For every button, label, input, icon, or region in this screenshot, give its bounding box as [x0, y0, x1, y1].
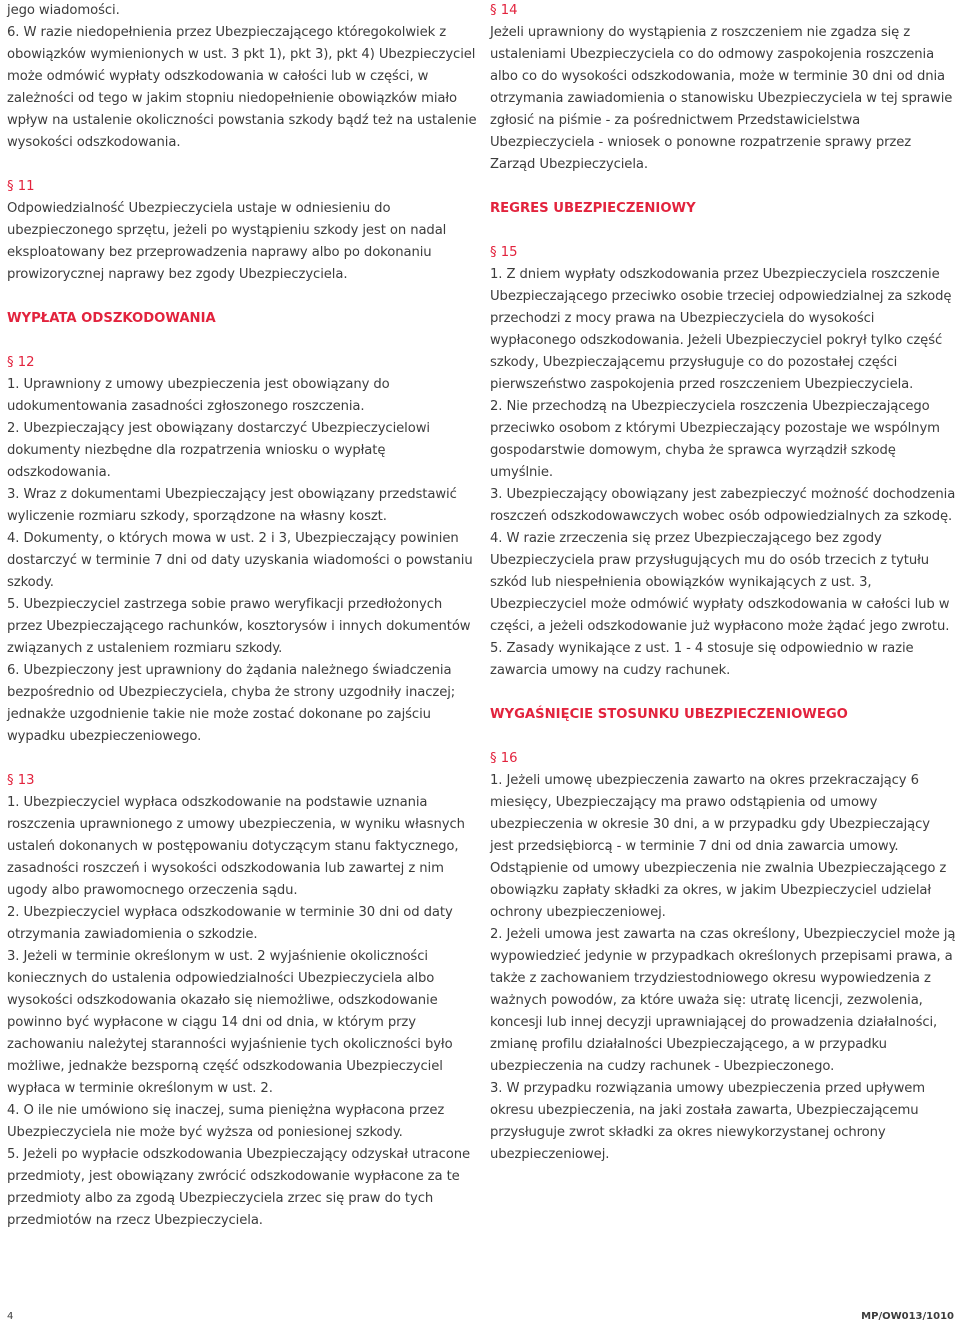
section-12-point-3: 3. Wraz z dokumentami Ubezpieczający jest obowiązany przedstawić wyliczenie rozmiaru szkody, sporządzone na własny koszt. [7, 487, 457, 524]
section-13-point-2: 2. Ubezpieczyciel wypłaca odszkodowanie w terminie 30 dni od daty otrzymania zawiadomienia o szkodzie. [7, 905, 453, 942]
section-13-point-4: 4. O ile nie umówiono się inaczej, suma pieniężna wypłacona przez Ubezpieczyciela nie może być wyższa od poniesionej szkody. [7, 1103, 445, 1140]
right-column [490, 0, 956, 1166]
section-12-number: § 12 [7, 355, 35, 370]
section-15-point-3: 3. Ubezpieczający obowiązany jest zabezpieczyć możność dochodzenia roszczeń odszkodowawczych wobec osób odpowiedzialnych za szkodę. [490, 487, 956, 524]
section-13-point-5: 5. Jeżeli po wypłacie odszkodowania Ubezpieczający odzyskał utracone przedmioty, jest obowiązany zwrócić odszkodowanie wypłacone za te przedmioty albo za zgodą Ubezpieczyciela zrzec się praw do tych przedmiotów na rzecz Ubezpieczyciela. [7, 1147, 470, 1228]
section-14-number: § 14 [490, 3, 518, 18]
section-12-point-5: 5. Ubezpieczyciel zastrzega sobie prawo weryfikacji przedłożonych przez Ubezpieczającego rachunków, kosztorysów i innych dokumentów związanych z ustaleniem rozmiaru szkody. [7, 597, 471, 656]
section-16-number: § 16 [490, 751, 518, 766]
page-number: 4 [7, 1311, 14, 1322]
section-12-point-2: 2. Ubezpieczający jest obowiązany dostarczyć Ubezpieczycielowi dokumenty niezbędne dla rozpatrzenia wniosku o wypłatę odszkodowania. [7, 421, 430, 480]
section-15-number: § 15 [490, 245, 518, 260]
section-13-point-3: 3. Jeżeli w terminie określonym w ust. 2 wyjaśnienie okoliczności koniecznych do ustalenia odpowiedzialności Ubezpieczyciela albo wysokości odszkodowania okazało się niemożliwe, odszkodowanie powinno być wypłacone w ciągu 14 dni od dnia, w którym przy zachowaniu należytej staranności wyjaśnienie tych okoliczności było możliwe, jednakże bezsporną część odszkodowania Ubezpieczyciel wypłaca w terminie określonym w ust. 2. [7, 949, 453, 1096]
section-11-text: Odpowiedzialność Ubezpieczyciela ustaje w odniesieniu do ubezpieczonego sprzętu, jeżeli po wystąpieniu szkody jest on nadal eksploatowany bez przeprowadzenia naprawy albo po dokonaniu prowizorycznej naprawy bez zgody Ubezpieczyciela. [7, 201, 447, 282]
heading-payment: WYPŁATA ODSZKODOWANIA [7, 311, 216, 326]
section-12-point-6: 6. Ubezpieczony jest uprawniony do żądania należnego świadczenia bezpośrednio od Ubezpieczyciela, chyba że strony uzgodniły inaczej; jednakże uzgodnienie takie nie może zostać dokonane po zajściu wypadku ubezpieczeniowego. [7, 663, 456, 744]
section-15-point-2: 2. Nie przechodzą na Ubezpieczyciela roszczenia Ubezpieczającego przeciwko osobom z którymi Ubezpieczający pozostaje we wspólnym gospodarstwie domowym, chyba że sprawca wyrządził szkodę umyślnie. [490, 399, 940, 480]
heading-recourse: REGRES UBEZPIECZENIOWY [490, 201, 696, 216]
continuation-text: jego wiadomości. [7, 3, 120, 18]
document-code: MP/OW013/1010 [861, 1311, 954, 1322]
section-11-number: § 11 [7, 179, 35, 194]
section-16-point-1: 1. Jeżeli umowę ubezpieczenia zawarto na okres przekraczający 6 miesięcy, Ubezpieczający ma prawo odstąpienia od umowy ubezpieczenia w okresie 30 dni, a w przypadku gdy Ubezpieczający jest przedsiębiorcą - w terminie 7 dni od dnia zawarcia umowy. Odstąpienie od umowy ubezpieczenia nie zwalnia Ubezpieczającego z obowiązku zapłaty składki za okres, w jakim Ubezpieczyciel udzielał ochrony ubezpieczeniowej. [490, 773, 947, 920]
section-12-point-4: 4. Dokumenty, o których mowa w ust. 2 i 3, Ubezpieczający powinien dostarczyć w terminie 7 dni od daty uzyskania wiadomości o powstaniu szkody. [7, 531, 473, 590]
section-13-number: § 13 [7, 773, 35, 788]
section-16-point-3: 3. W przypadku rozwiązania umowy ubezpieczenia przed upływem okresu ubezpieczenia, na jaki została zawarta, Ubezpieczającemu przysługuje zwrot składki za okres niewykorzystanej ochrony ubezpieczeniowej. [490, 1081, 926, 1162]
heading-termination: WYGAŚNIĘCIE STOSUNKU UBEZPIECZENIOWEGO [490, 707, 848, 722]
section-13-point-1: 1. Ubezpieczyciel wypłaca odszkodowanie na podstawie uznania roszczenia uprawnionego z umowy ubezpieczenia, w wyniku własnych ustaleń dokonanych w postępowaniu dotyczącym stanu faktycznego, zasadności roszczeń i wysokości odszkodowania lub zawartej z nim ugody albo prawomocnego orzeczenia sądu. [7, 795, 465, 898]
section-15-point-5: 5. Zasady wynikające z ust. 1 - 4 stosuje się odpowiednio w razie zawarcia umowy na cudzy rachunek. [490, 641, 914, 678]
section-16-point-2: 2. Jeżeli umowa jest zawarta na czas określony, Ubezpieczyciel może ją wypowiedzieć jedynie w przypadkach określonych przepisami prawa, a także z zachowaniem trzydziestodniowego okresu wypowiedzenia z ważnych powodów, za które uważa się: utratę licencji, zezwolenia, koncesji lub innej decyzji uprawniającej do prowadzenia działalności, zmianę profilu działalności Ubezpieczającego, a w przypadku ubezpieczenia na cudzy rachunek - Ubezpieczonego. [490, 927, 956, 1074]
section-15-point-4: 4. W razie zrzeczenia się przez Ubezpieczającego bez zgody Ubezpieczyciela praw przysługujących mu do osób trzecich z tytułu szkód lub niespełnienia obowiązków wynikających z ust. 3, Ubezpieczyciel może odmówić wypłaty odszkodowania w całości lub w części, a jeżeli odszkodowanie już wypłacono może żądać jego zwrotu. [490, 531, 950, 634]
section-15-point-1: 1. Z dniem wypłaty odszkodowania przez Ubezpieczyciela roszczenie Ubezpieczającego przeciwko osobie trzeciej odpowiedzialnej za szkodę przechodzi z mocy prawa na Ubezpieczyciela do wysokości wypłaconego odszkodowania. Jeżeli Ubezpieczyciel pokrył tylko część szkody, Ubezpieczającemu przysługuje co do pozostałej części pierwszeństwo zaspokojenia przed roszczeniem Ubezpieczyciela. [490, 267, 952, 392]
section-14-text: Jeżeli uprawniony do wystąpienia z roszczeniem nie zgadza się z ustaleniami Ubezpieczyciela co do odmowy zaspokojenia roszczenia albo co do wysokości odszkodowania, może w terminie 30 dni od dnia otrzymania zawiadomienia o stanowisku Ubezpieczyciela w tej sprawie zgłosić na piśmie - za pośrednictwem Przedstawicielstwa Ubezpieczyciela - wniosek o ponowne rozpatrzenie sprawy przez Zarząd Ubezpieczyciela. [490, 25, 953, 172]
left-column [7, 0, 477, 1232]
section-10-point-6: 6. W razie niedopełnienia przez Ubezpieczającego któregokolwiek z obowiązków wymienionych w ust. 3 pkt 1), pkt 3), pkt 4) Ubezpieczyciel może odmówić wypłaty odszkodowania w całości lub w części, w zależności od tego w jakim stopniu niedopełnienie obowiązków miało wpływ na ustalenie okoliczności powstania szkody bądź też na ustalenie wysokości odszkodowania. [7, 25, 477, 150]
section-12-point-1: 1. Uprawniony z umowy ubezpieczenia jest obowiązany do udokumentowania zasadności zgłoszonego roszczenia. [7, 377, 390, 414]
